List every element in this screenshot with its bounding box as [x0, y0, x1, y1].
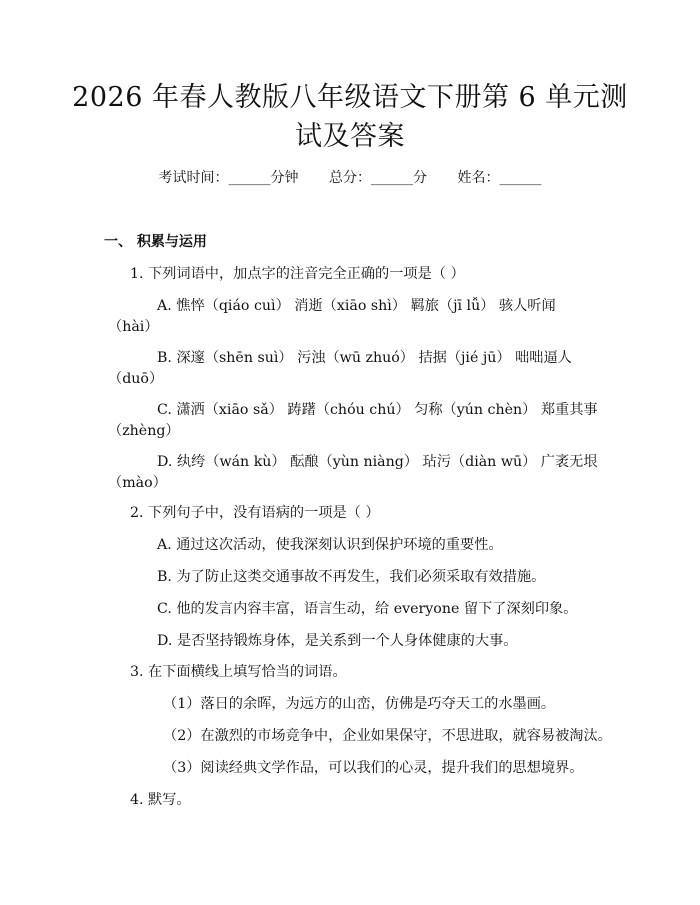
total-score-field: 总分：______分	[329, 170, 427, 186]
question-3-sentence-3: （3）阅读经典文学作品，可以我们的心灵，提升我们的思想境界。	[163, 760, 584, 776]
question-2-option-d: D. 是否坚持锻炼身体，是关系到一个人身体健康的大事。	[157, 633, 518, 649]
question-2-option-c: C. 他的发言内容丰富，语言生动，给 everyone 留下了深刻印象。	[157, 601, 578, 617]
question-1-option-b: B. 深邃（shēn suì） 污浊（wū zhuó） 拮据（jié jū） 咄咄逼人	[157, 350, 572, 366]
question-1-stem: 1. 下列词语中，加点字的注音完全正确的一项是（ ）	[130, 266, 465, 282]
question-1-option-d-wrap: （mào）	[108, 475, 167, 491]
exam-title-line-2: 试及答案	[295, 121, 405, 152]
question-1-option-a: A. 憔悴（qiáo cuì） 消逝（xiāo shì） 羁旅（jī lǚ） 骇人听闻	[157, 298, 556, 314]
exam-title-line-1: 2026 年春人教版八年级语文下册第 6 单元测	[72, 82, 628, 113]
question-3-sentence-1: （1）落日的余晖，为远方的山峦，仿佛是巧夺天工的水墨画。	[163, 696, 556, 712]
question-1-option-c-wrap: （zhèng）	[108, 423, 180, 439]
exam-meta	[0, 167, 700, 187]
exam-time-field: 考试时间：______分钟	[158, 170, 299, 186]
question-2-option-b: B. 为了防止这类交通事故不再发生，我们必须采取有效措施。	[157, 569, 546, 585]
question-3-stem: 3. 在下面横线上填写恰当的词语。	[130, 664, 347, 680]
question-2-option-a: A. 通过这次活动，使我深刻认识到保护环境的重要性。	[157, 537, 503, 553]
question-1-option-c: C. 潇洒（xiāo sǎ） 踌躇（chóu chú） 匀称（yún chèn） 郑重其事	[157, 402, 598, 418]
question-3-sentence-2: （2）在激烈的市场竞争中，企业如果保守，不思进取，就容易被淘汰。	[163, 728, 612, 744]
student-name-field: 姓名：______	[457, 170, 542, 186]
question-1-option-a-wrap: （hài）	[108, 319, 159, 335]
question-1-option-d: D. 纨绔（wán kù） 酝酿（yùn niàng） 玷污（diàn wū） 广袤无垠	[157, 454, 598, 470]
section-heading: 一、 积累与运用	[104, 234, 207, 250]
question-4-stem: 4. 默写。	[130, 792, 191, 808]
question-2-stem: 2. 下列句子中，没有语病的一项是（ ）	[130, 505, 380, 521]
question-1-option-b-wrap: （duō）	[108, 371, 164, 387]
